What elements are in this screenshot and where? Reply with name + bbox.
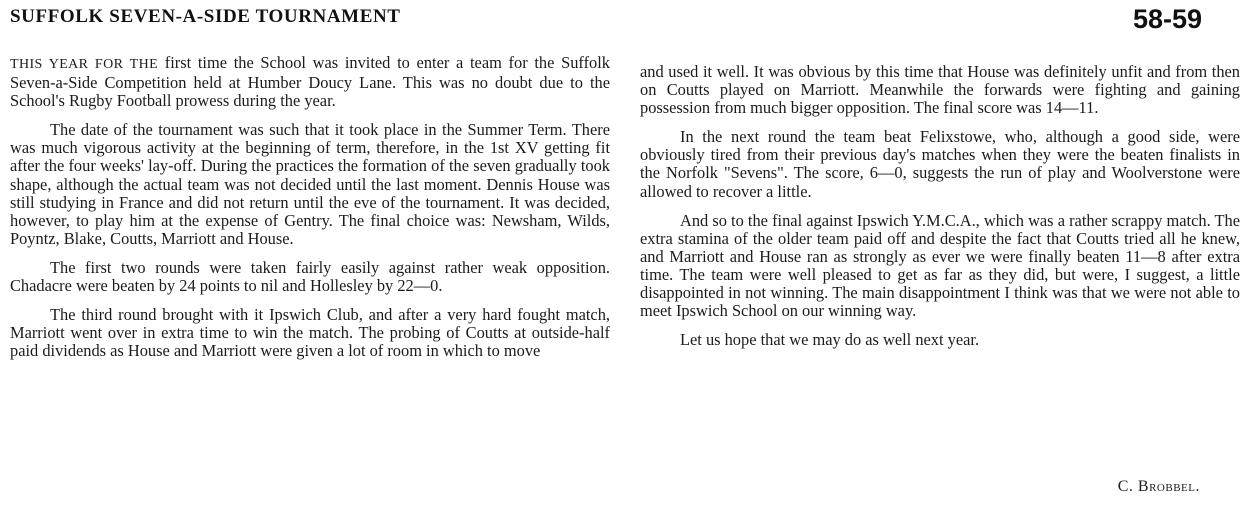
paragraph: In the next round the team beat Felixstowe, who, although a good side, were obviously tired from their previous day's matches when they were the beaten finalists in the Norfolk "Sevens". The score, 6—0, suggests the run of play and Woolverstone were allowed to recover a little. [640,127,1240,201]
author-signature: C. Brobbel. [1117,478,1200,495]
page-number: 58-59 [1133,4,1203,34]
paragraph: The third round brought with it Ipswich Club, and after a very hard fought match, Marriott went over in extra time to win the match. The probing of Coutts at outside-half paid dividends as House and Marriott were given a lot of room in which to move [10,305,610,361]
lead-caps: THIS YEAR FOR THE [10,57,159,72]
left-column [10,54,610,371]
paragraph: The first two rounds were taken fairly easily against rather weak opposition. Chadacre were beaten by 24 points to nil and Hollesley by 22—0. [10,257,610,296]
paragraph-text: first time the School was invited to enter a team for the Suffolk Seven-a-Side Competition held at Humber Doucy Lane. This was no doubt due to the School's Rugby Football prowess during the year. [10,53,610,111]
right-column [640,63,1240,360]
paragraph: Let us hope that we may do as well next year. [680,330,980,350]
article-title: SUFFOLK SEVEN-A-SIDE TOURNAMENT [10,6,401,27]
paragraph: and used it well. It was obvious by this time that House was definitely unfit and from then on Coutts played on Marriott. Meanwhile the forwards were fighting and gaining possession from much bigger opposition. The final score was 14—11. [640,62,1240,118]
paragraph [10,54,610,110]
paragraph: And so to the final against Ipswich Y.M.C.A., which was a rather scrappy match. The extra stamina of the older team paid off and despite the fact that Coutts tried all he knew, and Marriott and House ran as strongly as ever we were finally beaten 11—8 after extra time. The team were well pleased to get as far as they did, but were, I suggest, a little disappointed in not winning. The main disappointment I think was that we were not able to meet Ipswich School on our winning way. [640,210,1240,321]
paragraph: The date of the tournament was such that it took place in the Summer Term. There was much vigorous activity at the beginning of term, therefore, in the 1st XV getting fit after the four weeks' lay-off. During the practices the formation of the seven gradually took shape, although the actual team was not decided until the last moment. Dennis House was still studying in France and did not return until the eve of the tournament. It was decided, however, to play him at the expense of Gentry. The final choice was: Newsham, Wilds, Poyntz, Blake, Coutts, Marriott and House. [10,120,610,248]
